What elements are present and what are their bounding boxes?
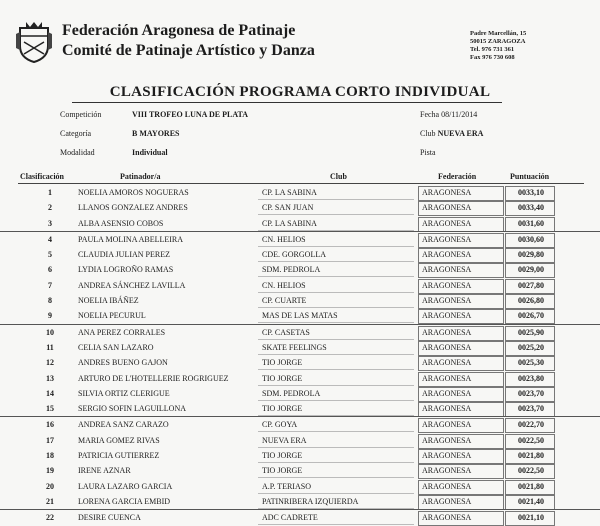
club-cell: CP. GOYA [262,420,298,430]
table-row [0,433,600,448]
federation-cell: ARAGONESA [422,280,472,290]
skater-name-cell: ARTURO DE L'HOTELLERIE ROGRIGUEZ [78,373,229,383]
club-cell: MAS DE LAS MATAS [262,311,338,321]
rank-cell: 20 [46,481,54,491]
rank-cell: 2 [48,203,52,213]
rank-cell: 11 [46,342,54,352]
club-cell: NUEVA ERA [262,435,307,445]
federation-cell: ARAGONESA [422,296,472,306]
skater-name-cell: SILVIA ORTIZ CLERIGUE [78,388,170,398]
score-cell: 0027,80 [518,280,544,290]
table-row [0,216,600,231]
table-row [0,386,600,401]
score-cell: 0021,10 [518,513,544,523]
col-header-federacion: Federación [438,172,477,181]
skater-name-cell: PAULA MOLINA ABELLEIRA [78,234,184,244]
score-cell: 0022,50 [518,435,544,445]
score-cell: 0025,20 [518,342,544,352]
table-row [0,371,600,386]
modalidad-label: Modalidad [60,148,95,157]
table-row [0,247,600,262]
score-cell: 0033,10 [518,188,544,197]
rank-cell: 21 [46,496,54,506]
club-cell: A.P. TERIASO [262,481,311,491]
federation-cell: ARAGONESA [422,234,472,244]
federation-cell: ARAGONESA [422,513,472,523]
skater-name-cell: ANDREA SÁNCHEZ LAVILLA [78,280,186,290]
club-cell: SDM. PEDROLA [262,388,321,398]
org-address: Padre Marcellán, 15 50015 ZARAGOZA Tel. 976 731 361 Fax 976 730 608 [470,30,527,61]
rank-cell: 15 [46,404,54,414]
score-cell: 0029,80 [518,250,544,260]
fecha-field: Fecha 08/11/2014 [420,110,478,119]
results-table [0,185,600,526]
rank-cell: 14 [46,388,54,398]
rank-cell: 10 [46,327,54,337]
club-cell: CN. HELIOS [262,234,306,244]
skater-name-cell: NOELIA AMOROS NOGUERAS [78,188,189,197]
club-cell: TIO JORGE [262,466,303,476]
table-row [0,278,600,293]
competicion-label: Competición [60,110,102,119]
skater-name-cell: CLAUDIA JULIAN PEREZ [78,250,170,260]
table-row [0,509,600,525]
score-cell: 0026,70 [518,311,544,321]
col-header-patinador: Patinador/a [120,172,161,181]
club-cell: CDE. GORGOLLA [262,250,326,260]
table-row [0,340,600,355]
club-cell: CP. CASETAS [262,327,310,337]
rank-cell: 18 [46,451,54,461]
score-cell: 0023,80 [518,373,544,383]
skater-name-cell: ALBA ASENSIO COBOS [78,218,164,228]
score-cell: 0031,60 [518,218,544,228]
federation-cell: ARAGONESA [422,404,472,414]
federation-cell: ARAGONESA [422,388,472,398]
skater-name-cell: LYDIA LOGROÑO RAMAS [78,265,174,275]
score-cell: 0033,40 [518,203,544,213]
federation-cell: ARAGONESA [422,250,472,260]
club-cell: TIO JORGE [262,404,303,414]
federation-cell: ARAGONESA [422,203,472,213]
club-cell: TIO JORGE [262,373,303,383]
pista-label: Pista [420,148,436,157]
club-field: Club NUEVA ERA [420,129,484,138]
score-cell: 0026,80 [518,296,544,306]
page-title: CLASIFICACIÓN PROGRAMA CORTO INDIVIDUAL [109,84,491,100]
skater-name-cell: IRENE AZNAR [78,466,131,476]
skater-name-cell: LAURA LAZARO GARCIA [78,481,173,491]
club-cell: ADC CADRETE [262,513,318,523]
rank-cell: 7 [48,280,52,290]
club-cell: TIO JORGE [262,451,303,461]
skater-name-cell: SERGIO SOFIN LAGUILLONA [78,404,186,414]
categoria-label: Categoría [60,129,92,138]
score-cell: 0022,70 [518,420,544,430]
club-cell: CN. HELIOS [262,280,306,290]
rank-cell: 13 [46,373,54,383]
score-cell: 0025,90 [518,327,544,337]
score-cell: 0021,80 [518,481,544,491]
federation-cell: ARAGONESA [422,451,472,461]
categoria-value: B MAYORES [132,129,180,138]
club-cell: CP. LA SABINA [262,218,317,228]
rank-cell: 3 [48,218,52,228]
skater-name-cell: NOELIA IBÁÑEZ [78,296,139,306]
club-cell: CP. SAN JUAN [262,203,314,213]
table-row [0,416,600,432]
federation-cell: ARAGONESA [422,342,472,352]
table-row [0,200,600,215]
table-row [0,494,600,509]
score-cell: 0021,80 [518,451,544,461]
rank-cell: 6 [48,265,52,275]
rank-cell: 17 [46,435,54,445]
federation-cell: ARAGONESA [422,265,472,275]
skater-name-cell: DESIRE CUENCA [78,513,141,523]
score-cell: 0022,50 [518,466,544,476]
score-cell: 0029,00 [518,265,544,275]
rank-cell: 1 [48,188,52,197]
club-cell: PATINRIBERA IZQUIERDA [262,496,359,506]
table-row [0,479,600,494]
rank-cell: 9 [48,311,52,321]
rank-cell: 12 [46,358,54,368]
club-cell: CP. LA SABINA [262,188,317,197]
rank-cell: 5 [48,250,52,260]
title-underline [72,102,502,103]
rank-cell: 4 [48,234,52,244]
skater-name-cell: ANA PEREZ CORRALES [78,327,166,337]
score-cell: 0023,70 [518,388,544,398]
col-header-clasificacion: Clasificación [20,172,64,181]
col-header-club: Club [330,172,347,181]
modalidad-value: Individual [132,148,168,157]
table-row [0,308,600,323]
org-name: Federación Aragonesa de Patinaje [62,22,296,39]
rank-cell: 16 [46,420,54,430]
club-cell: CP. CUARTE [262,296,307,306]
federation-cell: ARAGONESA [422,188,472,197]
federation-cell: ARAGONESA [422,358,472,368]
table-row [0,463,600,478]
federation-cell: ARAGONESA [422,218,472,228]
table-row [0,185,600,200]
federation-cell: ARAGONESA [422,466,472,476]
club-cell: SKATE FEELINGS [262,342,327,352]
skater-name-cell: PATRICIA GUTIERREZ [78,451,160,461]
skater-name-cell: MARIA GOMEZ RIVAS [78,435,160,445]
federation-cell: ARAGONESA [422,481,472,491]
skater-name-cell: LLANOS GONZALEZ ANDRES [78,203,188,213]
score-cell: 0023,70 [518,404,544,414]
table-row [0,401,600,416]
club-cell: SDM. PEDROLA [262,265,321,275]
header-rule [18,183,584,184]
score-cell: 0030,60 [518,234,544,244]
federation-crest-icon [14,20,54,64]
federation-cell: ARAGONESA [422,327,472,337]
federation-cell: ARAGONESA [422,496,472,506]
federation-cell: ARAGONESA [422,435,472,445]
table-row [0,355,600,370]
skater-name-cell: CELIA SAN LAZARO [78,342,154,352]
skater-name-cell: NOELIA PECURUL [78,311,146,321]
federation-cell: ARAGONESA [422,311,472,321]
score-cell: 0021,40 [518,496,544,506]
skater-name-cell: ANDREA SANZ CARAZO [78,420,169,430]
competicion-value: VIII TROFEO LUNA DE PLATA [132,110,249,119]
score-cell: 0025,30 [518,358,544,368]
table-row [0,231,600,247]
col-header-puntuacion: Puntuación [510,172,550,181]
rank-cell: 22 [46,513,54,523]
club-cell: TIO JORGE [262,358,303,368]
federation-cell: ARAGONESA [422,373,472,383]
skater-name-cell: LORENA GARCIA EMBID [78,496,171,506]
rank-cell: 19 [46,466,54,476]
federation-cell: ARAGONESA [422,420,472,430]
table-row [0,448,600,463]
skater-name-cell: ANDRES BUENO GAJON [78,358,168,368]
org-committee: Comité de Patinaje Artístico y Danza [62,42,315,59]
rank-cell: 8 [48,296,52,306]
table-row [0,262,600,277]
table-row [0,324,600,340]
table-row [0,293,600,308]
